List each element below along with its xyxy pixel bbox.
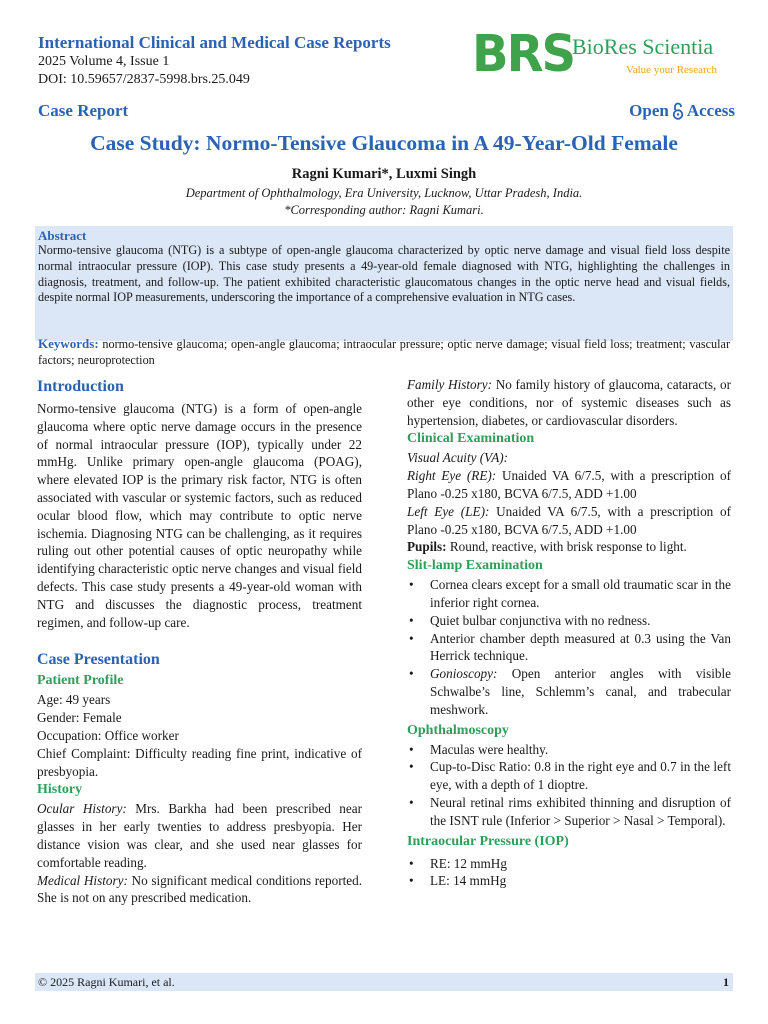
list-item: • Cornea clears except for a small old traumatic scar in the inferior right cornea. [407, 576, 731, 612]
article-type: Case Report [38, 101, 129, 120]
ocular-history-text: Mrs. Barkha had been prescribed near glasses in her early twenties to address presbyopia. Her distance vision was clear, and she used near glasses for comfortable reading. [37, 801, 362, 870]
keywords [35, 336, 733, 369]
right-column [407, 376, 731, 890]
page-footer [35, 973, 733, 991]
publisher-name: BioRes Scientia [572, 34, 714, 59]
left-eye-label: Left Eye (LE): [407, 503, 490, 519]
list-item: • Neural retinal rims exhibited thinning and disruption of the ISNT rule (Inferior > Superior > Nasal > Temporal). [407, 794, 731, 830]
chief-complaint: Chief Complaint: Difficulty reading fine print, indicative of presbyopia. [37, 745, 362, 779]
keywords-heading: Keywords: [38, 336, 99, 351]
list-item: • RE: 12 mmHg [407, 855, 731, 873]
history-heading: History [37, 782, 83, 798]
keywords-text: normo-tensive glaucoma; open-angle glaucoma; intraocular pressure; optic nerve damage; visual field loss; treatment; vascular factors; neuroprotection [38, 337, 730, 367]
medical-history-label: Medical History: [37, 872, 128, 888]
publisher-tagline: Value your Research [626, 64, 718, 76]
ophthalmoscopy-list [407, 741, 731, 830]
ophthalmoscopy-heading: Ophthalmoscopy [407, 722, 509, 738]
open-access-lock-icon [672, 102, 684, 120]
case-presentation-heading: Case Presentation [37, 651, 160, 669]
iop-list [407, 855, 731, 891]
journal-name: International Clinical and Medical Case Reports [38, 33, 391, 52]
affiliation: Department of Ophthalmology, Era University, Lucknow, Uttar Pradesh, India. [185, 186, 583, 200]
pupils-text: Round, reactive, with brisk response to light. [446, 539, 687, 555]
gonioscopy-label: Gonioscopy: [430, 666, 498, 682]
ocular-history-label: Ocular History: [37, 801, 127, 817]
abstract-heading: Abstract [38, 228, 87, 243]
patient-age: Age: 49 years [37, 692, 111, 708]
right-eye-text: Unaided VA 6/7.5, with a prescription of Plano -0.25 x180, BCVA 6/7.5, ADD +1.00 [407, 468, 731, 501]
volume-issue: 2025 Volume 4, Issue 1 [38, 54, 170, 69]
family-history-label: Family History: [407, 377, 493, 392]
iop-heading: Intraocular Pressure (IOP) [407, 833, 569, 849]
right-eye-label: Right Eye (RE): [407, 468, 497, 484]
left-column [37, 376, 362, 907]
abstract-box [35, 226, 733, 341]
right-eye-va [407, 467, 731, 503]
list-item: • Maculas were healthy. [407, 741, 731, 759]
introduction-heading: Introduction [37, 378, 124, 395]
corresponding-author: *Corresponding author: Ragni Kumari. [284, 203, 484, 217]
authors: Ragni Kumari*, Luxmi Singh [291, 166, 477, 182]
list-item: • Cup-to-Disc Ratio: 0.8 in the right eye and 0.7 in the left eye, with a depth of 1 dioptre. [407, 758, 731, 794]
list-item: • Quiet bulbar conjunctiva with no redness. [407, 612, 731, 630]
page-number: 1 [723, 975, 729, 989]
doi: DOI: 10.59657/2837-5998.brs.25.049 [38, 72, 250, 87]
clinical-examination-heading: Clinical Examination [407, 431, 535, 447]
family-history-text: No family history of glaucoma, cataracts, or other eye conditions, nor of systemic diseases such as hypertension, diabetes, or cardiovascular disorders. [407, 377, 732, 428]
publisher-logo [472, 24, 732, 84]
list-item [407, 665, 731, 718]
left-eye-text: Unaided VA 6/7.5, with a prescription of Plano -0.25 x180, BCVA 6/7.5, ADD +1.00 [407, 503, 731, 537]
patient-occupation: Occupation: Office worker [37, 727, 179, 743]
list-item: • Anterior chamber depth measured at 0.3 using the Van Herrick technique. [407, 630, 731, 666]
ocular-history [37, 800, 362, 871]
patient-profile-heading: Patient Profile [37, 673, 124, 689]
logo-mark: BRS [472, 24, 575, 84]
pupils-label: Pupils: [407, 539, 447, 555]
pupils [407, 538, 731, 556]
slit-lamp-heading: Slit-lamp Examination [407, 558, 543, 574]
article-title: Case Study: Normo-Tensive Glaucoma in A 49-Year-Old Female [90, 131, 678, 155]
list-item: • LE: 14 mmHg [407, 872, 731, 890]
open-access-label [629, 101, 735, 121]
footer-copyright: © 2025 Ragni Kumari, et al. [38, 975, 175, 989]
patient-gender: Gender: Female [37, 710, 122, 726]
gonioscopy-text: Open anterior angles with visible Schwalbe’s line, Schlemm’s canal, and trabecular meshwork. [430, 666, 731, 717]
access-word: Access [686, 101, 735, 120]
introduction-text: Normo-tensive glaucoma (NTG) is a form of open-angle glaucoma where optic nerve damage occurs in the presence of normal intraocular pressure (IOP), typically under 22 mmHg. Unlike primary open-angle glaucoma (POAG), where elevated IOP is the primary risk factor, NTG is often associated with vascular or systemic factors, such as reduced ocular blood flow, which may contribute to optic nerve ischemia. Diagnosing NTG can be challenging, as it requires ruling out other potential causes of optic neuropathy while identifying characteristic optic nerve changes and visual field defects. This case study presents a 49-year-old woman with NTG and discusses the diagnostic process, treatment regimen, and follow-up care. [37, 401, 362, 630]
left-eye-va [407, 503, 731, 539]
visual-acuity-label: Visual Acuity (VA): [407, 450, 509, 466]
medical-history [37, 872, 362, 908]
family-history [407, 376, 731, 429]
medical-history-text: No significant medical conditions reported. She is not on any prescribed medication. [37, 872, 362, 906]
open-access-word: Open [629, 101, 669, 120]
slit-lamp-list [407, 576, 731, 718]
abstract-text: Normo-tensive glaucoma (NTG) is a subtype of open-angle glaucoma characterized by optic nerve damage and visual field loss despite normal intraocular pressure (IOP). This case study presents a 49-year-old female diagnosed with NTG, highlighting the challenges in diagnosis, treatment, and follow-up. The patient exhibited characteristic glaucomatous changes in the optic nerve head and visual fields, despite normal IOP measurements, underscoring the importance of a comprehensive evaluation in NTG cases. [38, 243, 730, 305]
